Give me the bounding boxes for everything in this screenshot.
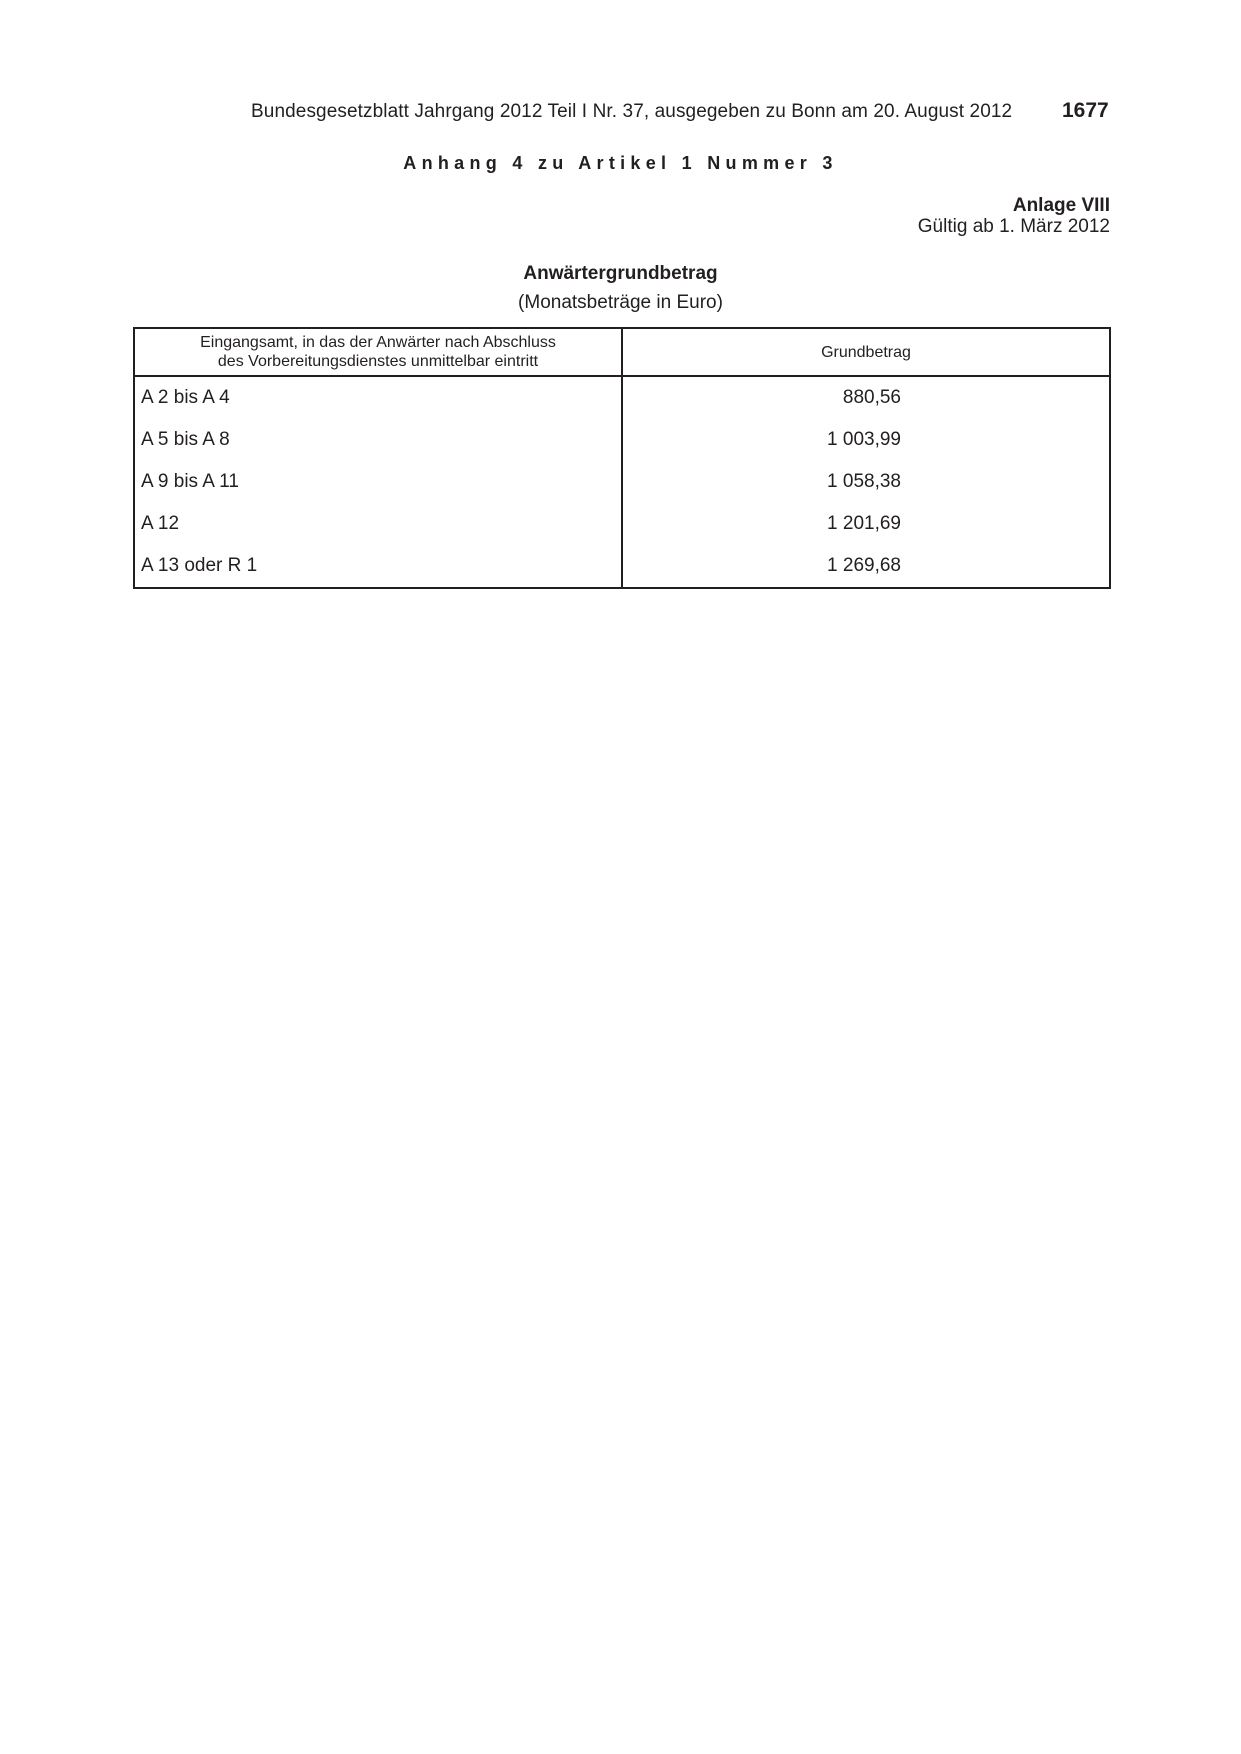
office-cell: A 2 bis A 4: [134, 376, 622, 419]
table-row: [134, 545, 1110, 588]
annex-heading: Anhang 4 zu Artikel 1 Nummer 3: [403, 153, 838, 173]
column-header-office-line1: Eingangsamt, in das der Anwärter nach Abschluss: [200, 334, 556, 351]
table-row: [134, 419, 1110, 461]
office-cell: A 12: [134, 503, 622, 545]
table-row: [134, 503, 1110, 545]
table-header-row: [134, 328, 1110, 376]
amount-cell: 1 003,99: [622, 419, 1110, 461]
column-header-entry-office: [134, 328, 622, 376]
office-cell: A 13 oder R 1: [134, 545, 622, 588]
amount-cell: 1 201,69: [622, 503, 1110, 545]
table-row: [134, 376, 1110, 419]
valid-from-date: Gültig ab 1. März 2012: [917, 216, 1110, 237]
office-cell: A 9 bis A 11: [134, 461, 622, 503]
table-title: Anwärtergrundbetrag: [523, 263, 718, 284]
salary-table: [133, 327, 1111, 589]
amount-cell: 880,56: [622, 376, 1110, 419]
page-number: 1677: [1062, 99, 1109, 122]
amount-cell: 1 058,38: [622, 461, 1110, 503]
amount-cell: 1 269,68: [622, 545, 1110, 588]
office-cell: A 5 bis A 8: [134, 419, 622, 461]
column-header-amount: Grundbetrag: [622, 328, 1110, 376]
table-subtitle: (Monatsbeträge in Euro): [518, 292, 723, 313]
running-header: Bundesgesetzblatt Jahrgang 2012 Teil I Nr. 37, ausgegeben zu Bonn am 20. August 2012: [251, 101, 1013, 122]
table-row: [134, 461, 1110, 503]
annex-label: Anlage VIII: [1012, 195, 1110, 216]
column-header-office-line2: des Vorbereitungsdienstes unmittelbar eintritt: [217, 353, 539, 370]
